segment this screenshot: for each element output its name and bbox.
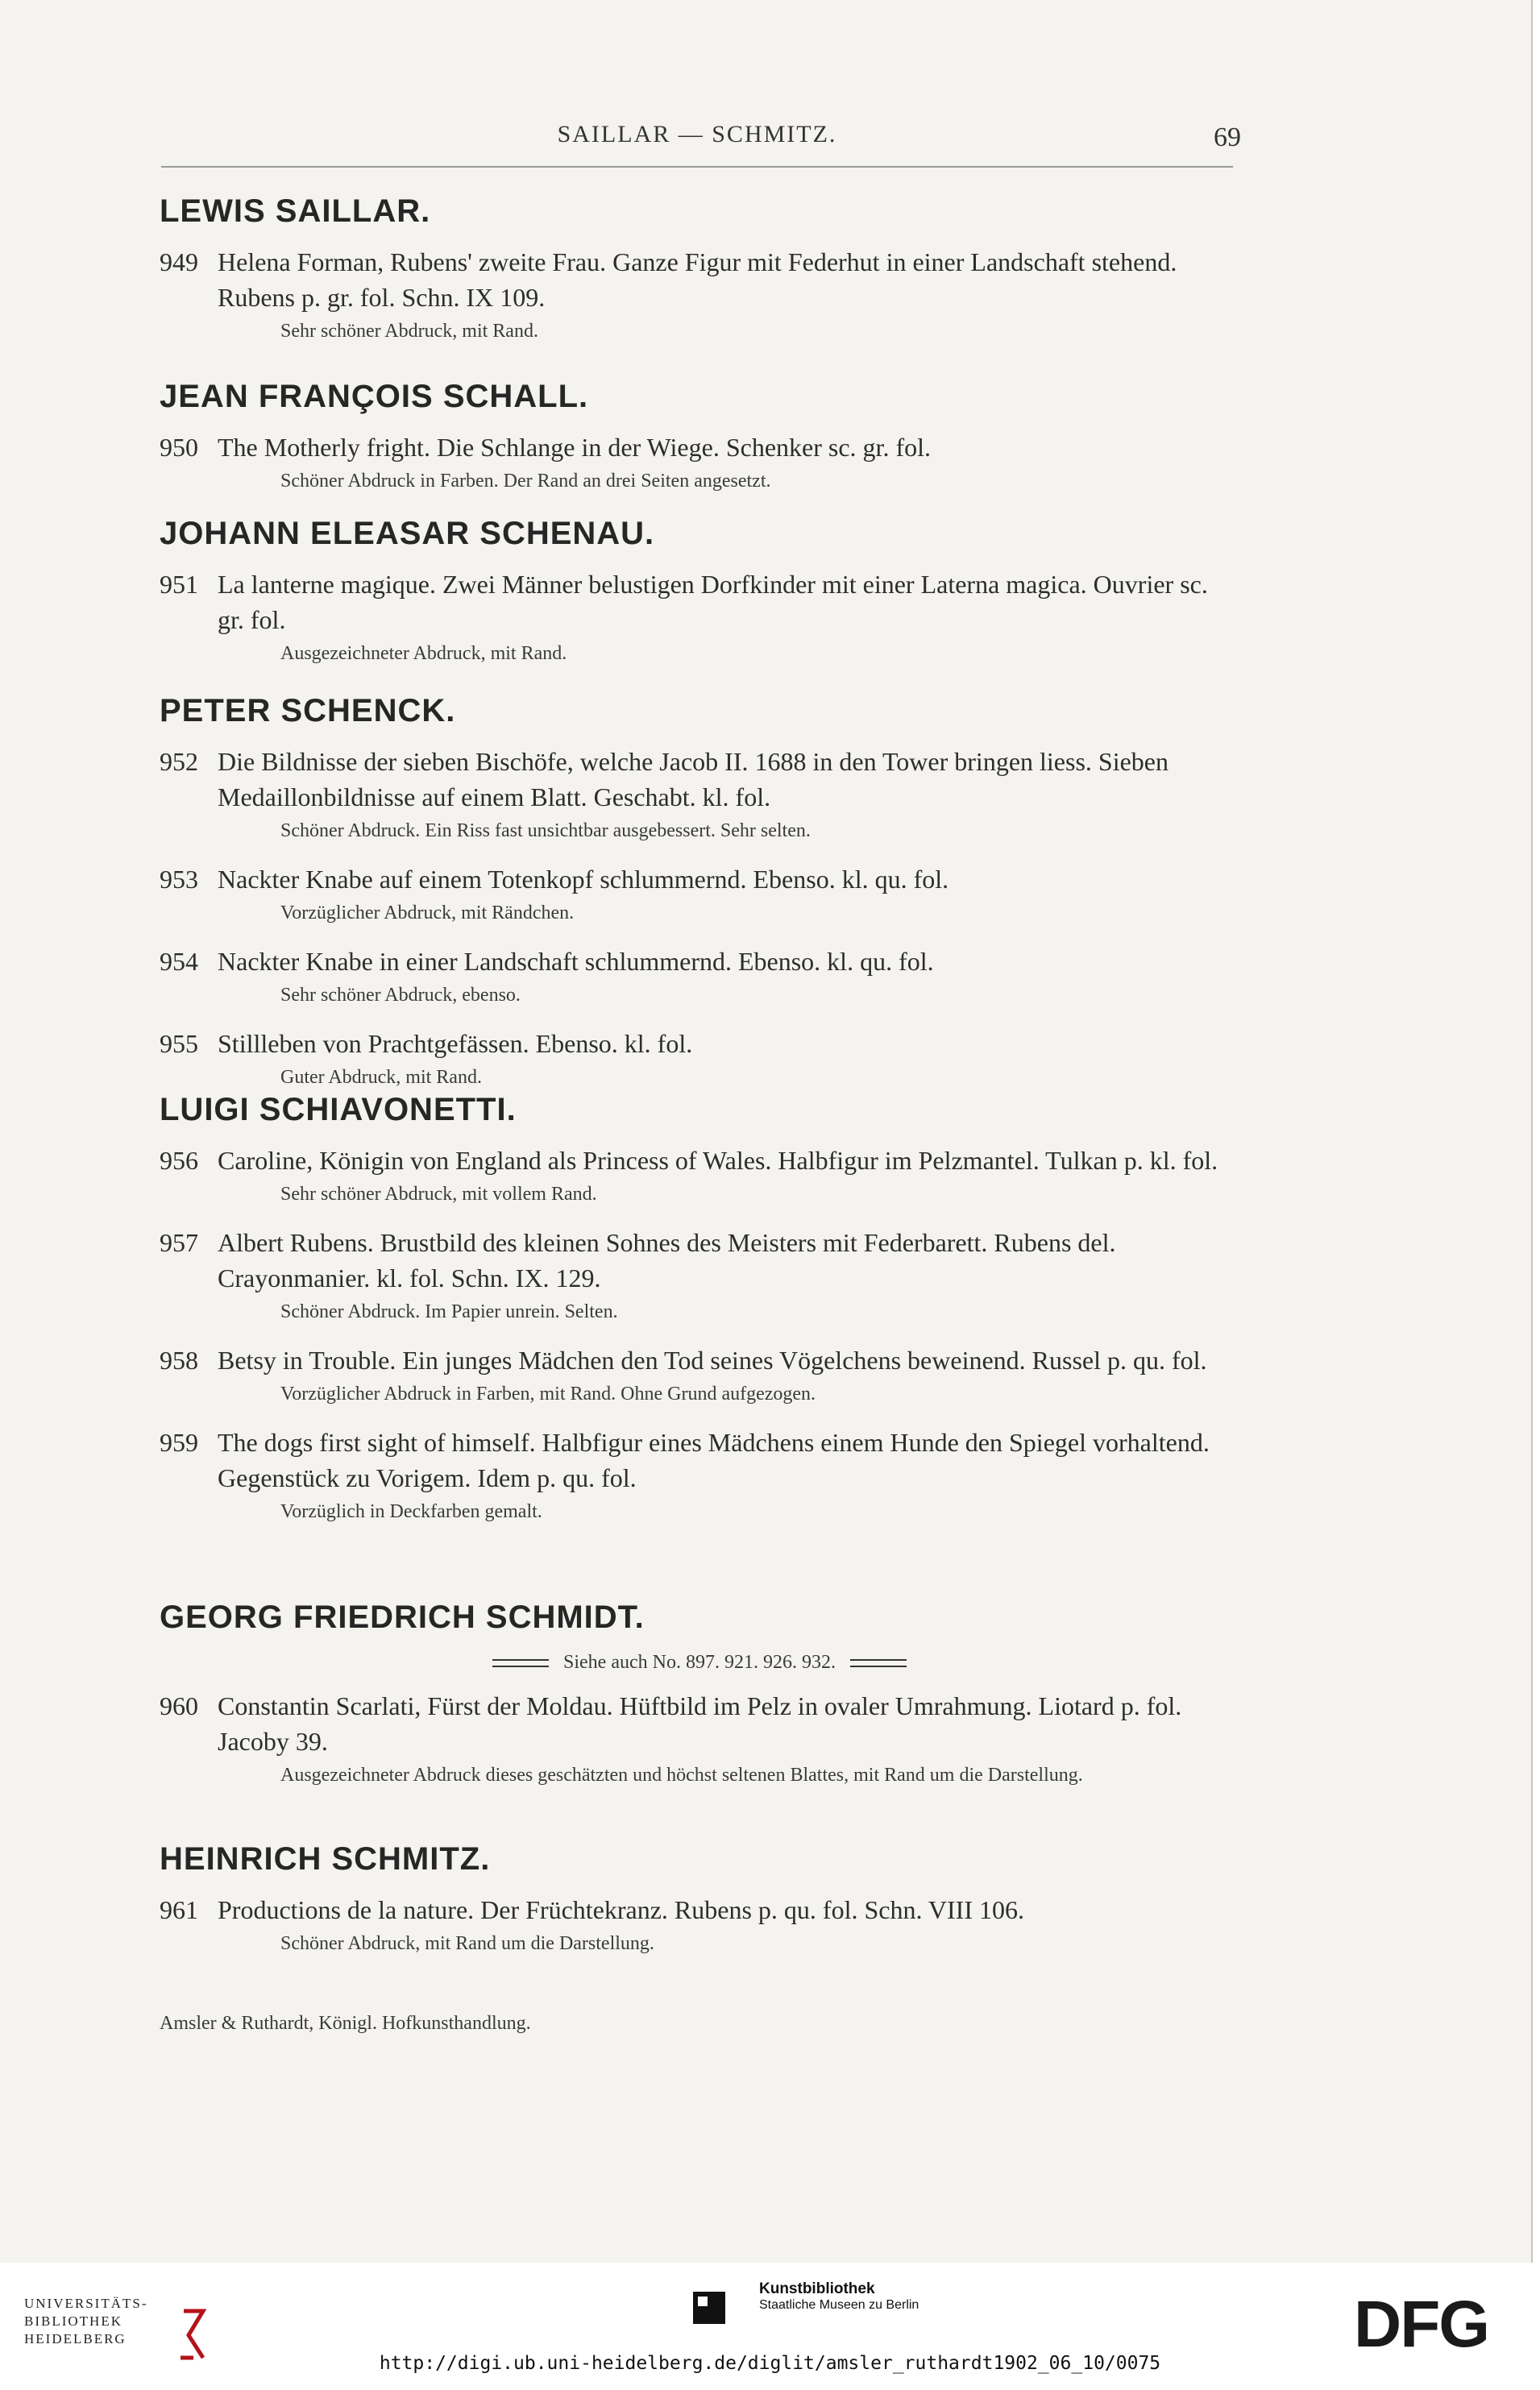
condition-note: Schöner Abdruck. Im Papier unrein. Selten.: [280, 1301, 618, 1322]
catalog-entry: [160, 566, 1239, 670]
condition-note: Schöner Abdruck in Farben. Der Rand an drei Seiten angesetzt.: [280, 471, 771, 492]
university-line-3: HEIDELBERG: [24, 2331, 127, 2346]
condition-note: Sehr schöner Abdruck, mit vollem Rand.: [280, 1184, 597, 1205]
entry-text: Nackter Knabe in einer Landschaft schlummernd. Ebenso. kl. qu. fol.: [218, 947, 934, 976]
condition-note: Vorzüglicher Abdruck, mit Rändchen.: [280, 902, 575, 923]
artist-section: [160, 516, 1239, 670]
lot-number: 959: [160, 1428, 198, 1457]
catalog-entry: [160, 1143, 1239, 1210]
entry-text: Nackter Knabe auf einem Totenkopf schlummernd. Ebenso. kl. qu. fol.: [218, 865, 949, 894]
artist-heading: PETER SCHENCK.: [160, 693, 456, 728]
condition-note: Schöner Abdruck, mit Rand um die Darstellung.: [280, 1933, 654, 1954]
catalog-entry: [160, 429, 1239, 497]
entry-text: The Motherly fright. Die Schlange in der Wiege. Schenker sc. gr. fol.: [218, 433, 931, 462]
artist-heading: GEORG FRIEDRICH SCHMIDT.: [160, 1600, 645, 1635]
entry-text: Betsy in Trouble. Ein junges Mädchen den Tod seines Vögelchens beweinend. Russel p. qu. fol.: [218, 1346, 1207, 1375]
lot-number: 952: [160, 747, 198, 776]
catalog-entry: [160, 1026, 1239, 1093]
running-title: SAILLAR — SCHMITZ.: [557, 121, 837, 147]
entry-text: La lanterne magique. Zwei Männer belustigen Dorfkinder mit einer Laterna magica. Ouvrier sc. gr. fol.: [218, 570, 1208, 634]
museum-emblem-icon: [693, 2292, 725, 2324]
lot-number: 955: [160, 1029, 198, 1058]
artist-heading: LUIGI SCHIAVONETTI.: [160, 1092, 517, 1127]
catalog-entry: [160, 244, 1239, 347]
condition-note: Vorzüglich in Deckfarben gemalt.: [280, 1501, 542, 1522]
condition-note: Ausgezeichneter Abdruck, mit Rand.: [280, 643, 567, 664]
kunstbibliothek-logo[interactable]: [693, 2279, 983, 2343]
condition-note: Schöner Abdruck. Ein Riss fast unsichtbar ausgebessert. Sehr selten.: [280, 820, 811, 841]
catalog-entry: [160, 944, 1239, 1011]
catalog-entry: [160, 1892, 1239, 1960]
entry-text: Constantin Scarlati, Fürst der Moldau. Hüftbild im Pelz in ovaler Umrahmung. Liotard p. fol. Jacoby 39.: [218, 1691, 1182, 1756]
entry-text: Helena Forman, Rubens' zweite Frau. Ganze Figur mit Federhut in einer Landschaft stehend. Rubens p. gr. fol. Schn. IX 109.: [218, 247, 1177, 312]
lot-number: 953: [160, 865, 198, 894]
catalog-entry: [160, 744, 1239, 847]
permalink-url[interactable]: http://digi.ub.uni-heidelberg.de/diglit/amsler_ruthardt1902_06_10/0075: [379, 2353, 1161, 2374]
condition-note: Vorzüglicher Abdruck in Farben, mit Rand. Ohne Grund aufgezogen.: [280, 1384, 816, 1405]
lot-number: 949: [160, 247, 198, 276]
catalog-entry: [160, 1342, 1239, 1410]
lot-number: 954: [160, 947, 198, 976]
double-rule-right: [850, 1659, 907, 1667]
artist-heading: JOHANN ELEASAR SCHENAU.: [160, 516, 655, 551]
museum-name: Kunstbibliothek: [759, 2280, 875, 2297]
university-line-2: BIBLIOTHEK: [24, 2313, 122, 2329]
catalog-entry: [160, 861, 1239, 929]
page-number: 69: [1214, 122, 1241, 152]
catalog-entry: [160, 1225, 1239, 1328]
museum-subtitle: Staatliche Museen zu Berlin: [759, 2298, 919, 2312]
catalog-entry: [160, 1688, 1239, 1791]
running-head: [161, 121, 1241, 161]
catalog-entry: [160, 1425, 1239, 1528]
artist-section: [160, 193, 1239, 347]
lot-number: 956: [160, 1146, 198, 1175]
see-also-text: Siehe auch No. 897. 921. 926. 932.: [563, 1652, 836, 1673]
artist-heading: LEWIS SAILLAR.: [160, 193, 431, 229]
lot-number: 950: [160, 433, 198, 462]
entry-text: The dogs first sight of himself. Halbfigur eines Mädchens einem Hunde den Spiegel vorhaltend. Gegenstück zu Vorigem. Idem p. qu. fol.: [218, 1428, 1210, 1492]
lot-number: 957: [160, 1228, 198, 1257]
entry-text: Albert Rubens. Brustbild des kleinen Sohnes des Meisters mit Federbarett. Rubens del. Crayonmanier. kl. fol. Schn. IX. 129.: [218, 1228, 1116, 1293]
lot-number: 951: [160, 570, 198, 599]
entry-text: Die Bildnisse der sieben Bischöfe, welche Jacob II. 1688 in den Tower bringen liess. Sieben Medaillonbildnisse auf einem Blatt. Geschabt. kl. fol.: [218, 747, 1168, 811]
lot-number: 961: [160, 1895, 198, 1924]
see-also-line: [160, 1652, 1239, 1674]
double-rule-left: [492, 1659, 549, 1667]
artist-section: [160, 379, 1239, 497]
publisher-imprint: Amsler & Ruthardt, Königl. Hofkunsthandlung.: [160, 2013, 531, 2034]
artist-heading: JEAN FRANÇOIS SCHALL.: [160, 379, 589, 414]
lot-number: 960: [160, 1691, 198, 1720]
entry-text: Stillleben von Prachtgefässen. Ebenso. kl. fol.: [218, 1029, 693, 1058]
header-rule: [161, 166, 1233, 168]
artist-section: [160, 1600, 1239, 1791]
university-line-1: UNIVERSITÄTS-: [24, 2296, 148, 2311]
condition-note: Guter Abdruck, mit Rand.: [280, 1067, 482, 1088]
artist-heading: HEINRICH SCHMITZ.: [160, 1841, 491, 1877]
dfg-logo[interactable]: DFG: [1354, 2288, 1489, 2361]
digitization-footer: [0, 2263, 1540, 2390]
artist-section: [160, 1092, 1239, 1528]
lot-number: 958: [160, 1346, 198, 1375]
artist-section: [160, 693, 1239, 1093]
condition-note: Ausgezeichneter Abdruck dieses geschätzten und höchst seltenen Blattes, mit Rand um die Darstellung.: [280, 1765, 1083, 1786]
entry-text: Productions de la nature. Der Früchtekranz. Rubens p. qu. fol. Schn. VIII 106.: [218, 1895, 1024, 1924]
condition-note: Sehr schöner Abdruck, ebenso.: [280, 985, 521, 1006]
artist-section: [160, 1841, 1239, 1960]
condition-note: Sehr schöner Abdruck, mit Rand.: [280, 321, 538, 342]
entry-text: Caroline, Königin von England als Princess of Wales. Halbfigur im Pelzmantel. Tulkan p. kl. fol.: [218, 1146, 1218, 1175]
